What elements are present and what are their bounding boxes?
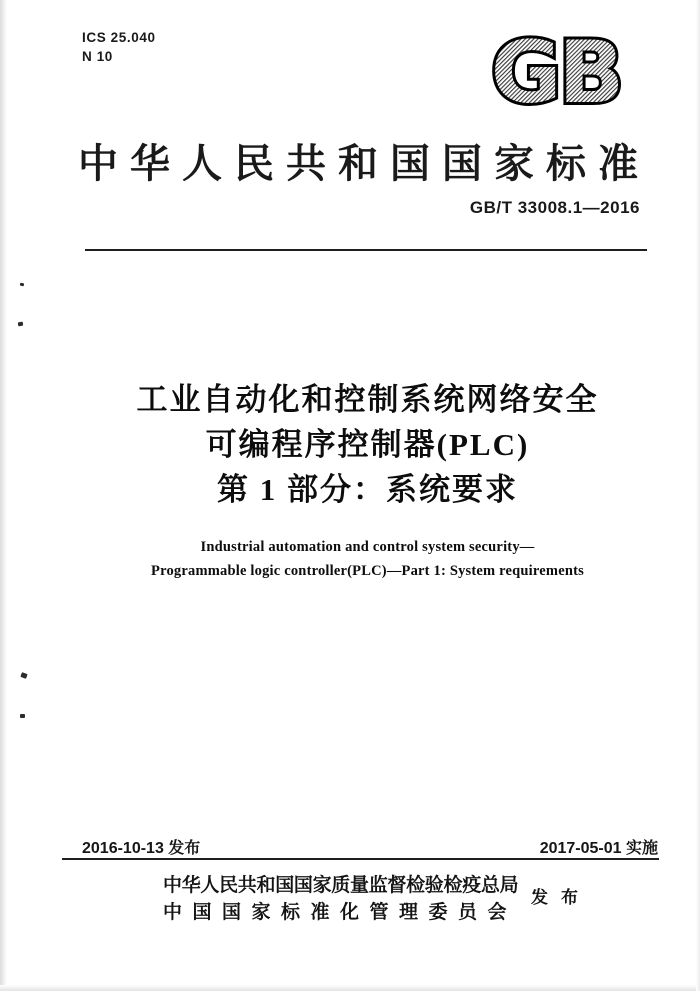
scan-edge-bottom [0, 985, 700, 991]
scan-speck [20, 714, 25, 718]
header-divider-rule [85, 249, 647, 251]
issue-date-row [82, 835, 200, 858]
national-standard-heading: 中华人民共和国国家标准 [78, 141, 650, 186]
issue-label: 发布 [168, 840, 201, 857]
publisher-block [163, 872, 521, 926]
issue-date: 2016-10-13 [82, 840, 164, 857]
scan-edge-left [0, 0, 7, 991]
implementation-date: 2017-05-01 [539, 840, 622, 857]
classification-code: N 10 [82, 49, 113, 64]
title-block [85, 377, 650, 583]
publisher-line2: 中国国家标准化管理委员会 [163, 902, 518, 923]
scan-edge-right [696, 0, 700, 991]
implementation-label: 实施 [625, 840, 658, 857]
title-zh-line3: 第 1 部分：系统要求 [217, 472, 518, 507]
gb-logo-icon [476, 28, 636, 114]
implementation-date-row [540, 835, 658, 858]
publisher-line1: 中华人民共和国国家质量监督检验检疫总局 [163, 875, 519, 896]
scan-speck [20, 283, 25, 287]
title-zh-line1: 工业自动化和控制系统网络安全 [136, 382, 599, 417]
footer-divider-rule [62, 858, 659, 860]
scan-speck [18, 322, 24, 327]
title-zh-line2: 可编程序控制器(PLC) [205, 427, 530, 462]
release-label: 发布 [531, 888, 591, 907]
standard-code: GB/T 33008.1—2016 [469, 198, 640, 217]
title-english [85, 535, 650, 583]
ics-code: ICS 25.040 [82, 30, 156, 45]
ics-classification-block [82, 28, 156, 66]
title-en-line1: Industrial automation and control system security— [200, 539, 535, 555]
gb-logo-text: GB [490, 28, 622, 114]
title-en-line2: Programmable logic controller(PLC)—Part 1: System requirements [151, 563, 584, 579]
scan-speck [20, 672, 27, 679]
